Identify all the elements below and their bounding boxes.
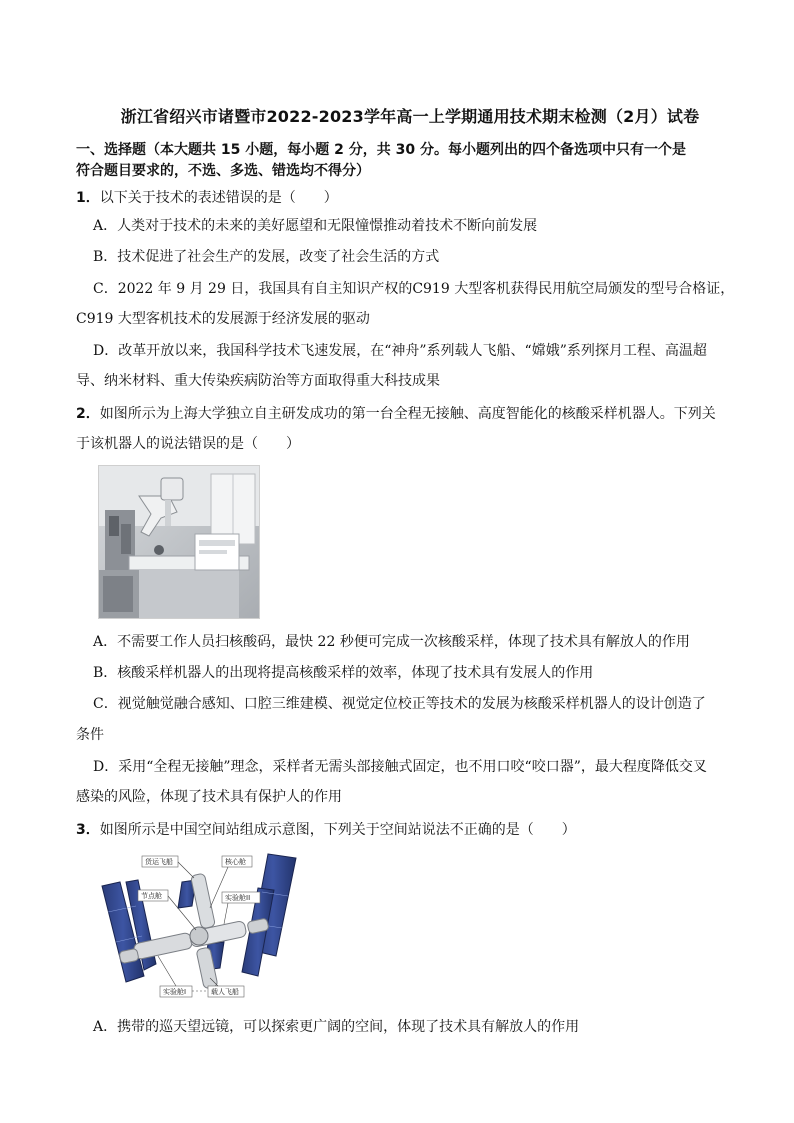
question-2-option-c-line2: 条件 — [76, 727, 104, 743]
question-3-option-a: A．携带的巡天望远镜，可以探索更广阔的空间，体现了技术具有解放人的作用 — [93, 1019, 580, 1035]
label-lab-module-2: 实验舱II — [225, 894, 251, 902]
label-cargo-ship: 货运飞船 — [145, 858, 173, 866]
question-2-option-b: B．核酸采样机器人的出现将提高核酸采样的效率，体现了技术具有发展人的作用 — [93, 665, 594, 681]
right-solar-array — [242, 854, 296, 976]
question-1-number: 1． — [76, 190, 100, 206]
question-1-text: 以下关于技术的表述错误的是（ ） — [99, 190, 338, 206]
question-3-stem — [76, 820, 576, 840]
question-2-number: 2． — [76, 406, 100, 422]
section-header-line1: 一、选择题（本大题共 15 小题，每小题 2 分，共 30 分。每小题列出的四个备选项中只有一个是 — [76, 142, 686, 158]
question-1-option-c-line1: C．2022 年 9 月 29 日，我国具有自主知识产权的C919 大型客机获得民用航空局颁发的型号合格证， — [93, 281, 735, 297]
question-2-option-c-line1: C．视觉触觉融合感知、口腔三维建模、视觉定位校正等技术的发展为核酸采样机器人的设计创造了 — [93, 696, 706, 712]
label-core-module: 核心舱 — [225, 858, 246, 866]
question-1-stem — [76, 188, 338, 208]
question-3-number: 3． — [76, 822, 100, 838]
space-station-diagram — [98, 852, 300, 1000]
label-lab-module-1: 实验舱I — [163, 988, 187, 996]
question-1-option-d-line1: D．改革开放以来，我国科学技术飞速发展，在“神舟”系列载人飞船、“嫦娥”系列探月工程、高温超 — [93, 343, 707, 359]
nucleic-acid-robot-photo — [98, 465, 260, 619]
question-1-option-d-line2: 导、纳米材料、重大传染疾病防治等方面取得重大科技成果 — [76, 373, 440, 389]
exam-title: 浙江省绍兴市诸暨市2022-2023学年高一上学期通用技术期末检测（2月）试卷 — [120, 107, 700, 126]
question-2-stem-line1 — [76, 404, 716, 424]
question-1-option-c-line2: C919 大型客机技术的发展源于经济发展的驱动 — [76, 311, 370, 327]
question-2-text-line1: 如图所示为上海大学独立自主研发成功的第一台全程无接触、高度智能化的核酸采样机器人。下列关 — [99, 406, 716, 422]
question-2-option-a: A．不需要工作人员扫核酸码，最快 22 秒便可完成一次核酸采样，体现了技术具有解放人的作用 — [93, 634, 690, 650]
question-2-stem-line2: 于该机器人的说法错误的是（ ） — [76, 436, 300, 452]
question-2-option-d-line2: 感染的风险，体现了技术具有保护人的作用 — [76, 789, 342, 805]
question-1-option-a: A．人类对于技术的未来的美好愿望和无限憧憬推动着技术不断向前发展 — [93, 218, 538, 234]
question-2-option-d-line1: D．采用“全程无接触”理念，采样者无需头部接触式固定，也不用口咬“咬口器”，最大程度降低交叉 — [93, 759, 707, 775]
question-3-text: 如图所示是中国空间站组成示意图，下列关于空间站说法不正确的是（ ） — [99, 822, 576, 838]
question-1-option-b: B．技术促进了社会生产的发展，改变了社会生活的方式 — [93, 249, 440, 265]
label-crew-ship: 载人飞船 — [211, 988, 239, 996]
section-header — [76, 140, 766, 182]
label-node-module: 节点舱 — [141, 892, 162, 900]
section-header-line2: 符合题目要求的，不选、多选、错选均不得分） — [76, 163, 370, 179]
